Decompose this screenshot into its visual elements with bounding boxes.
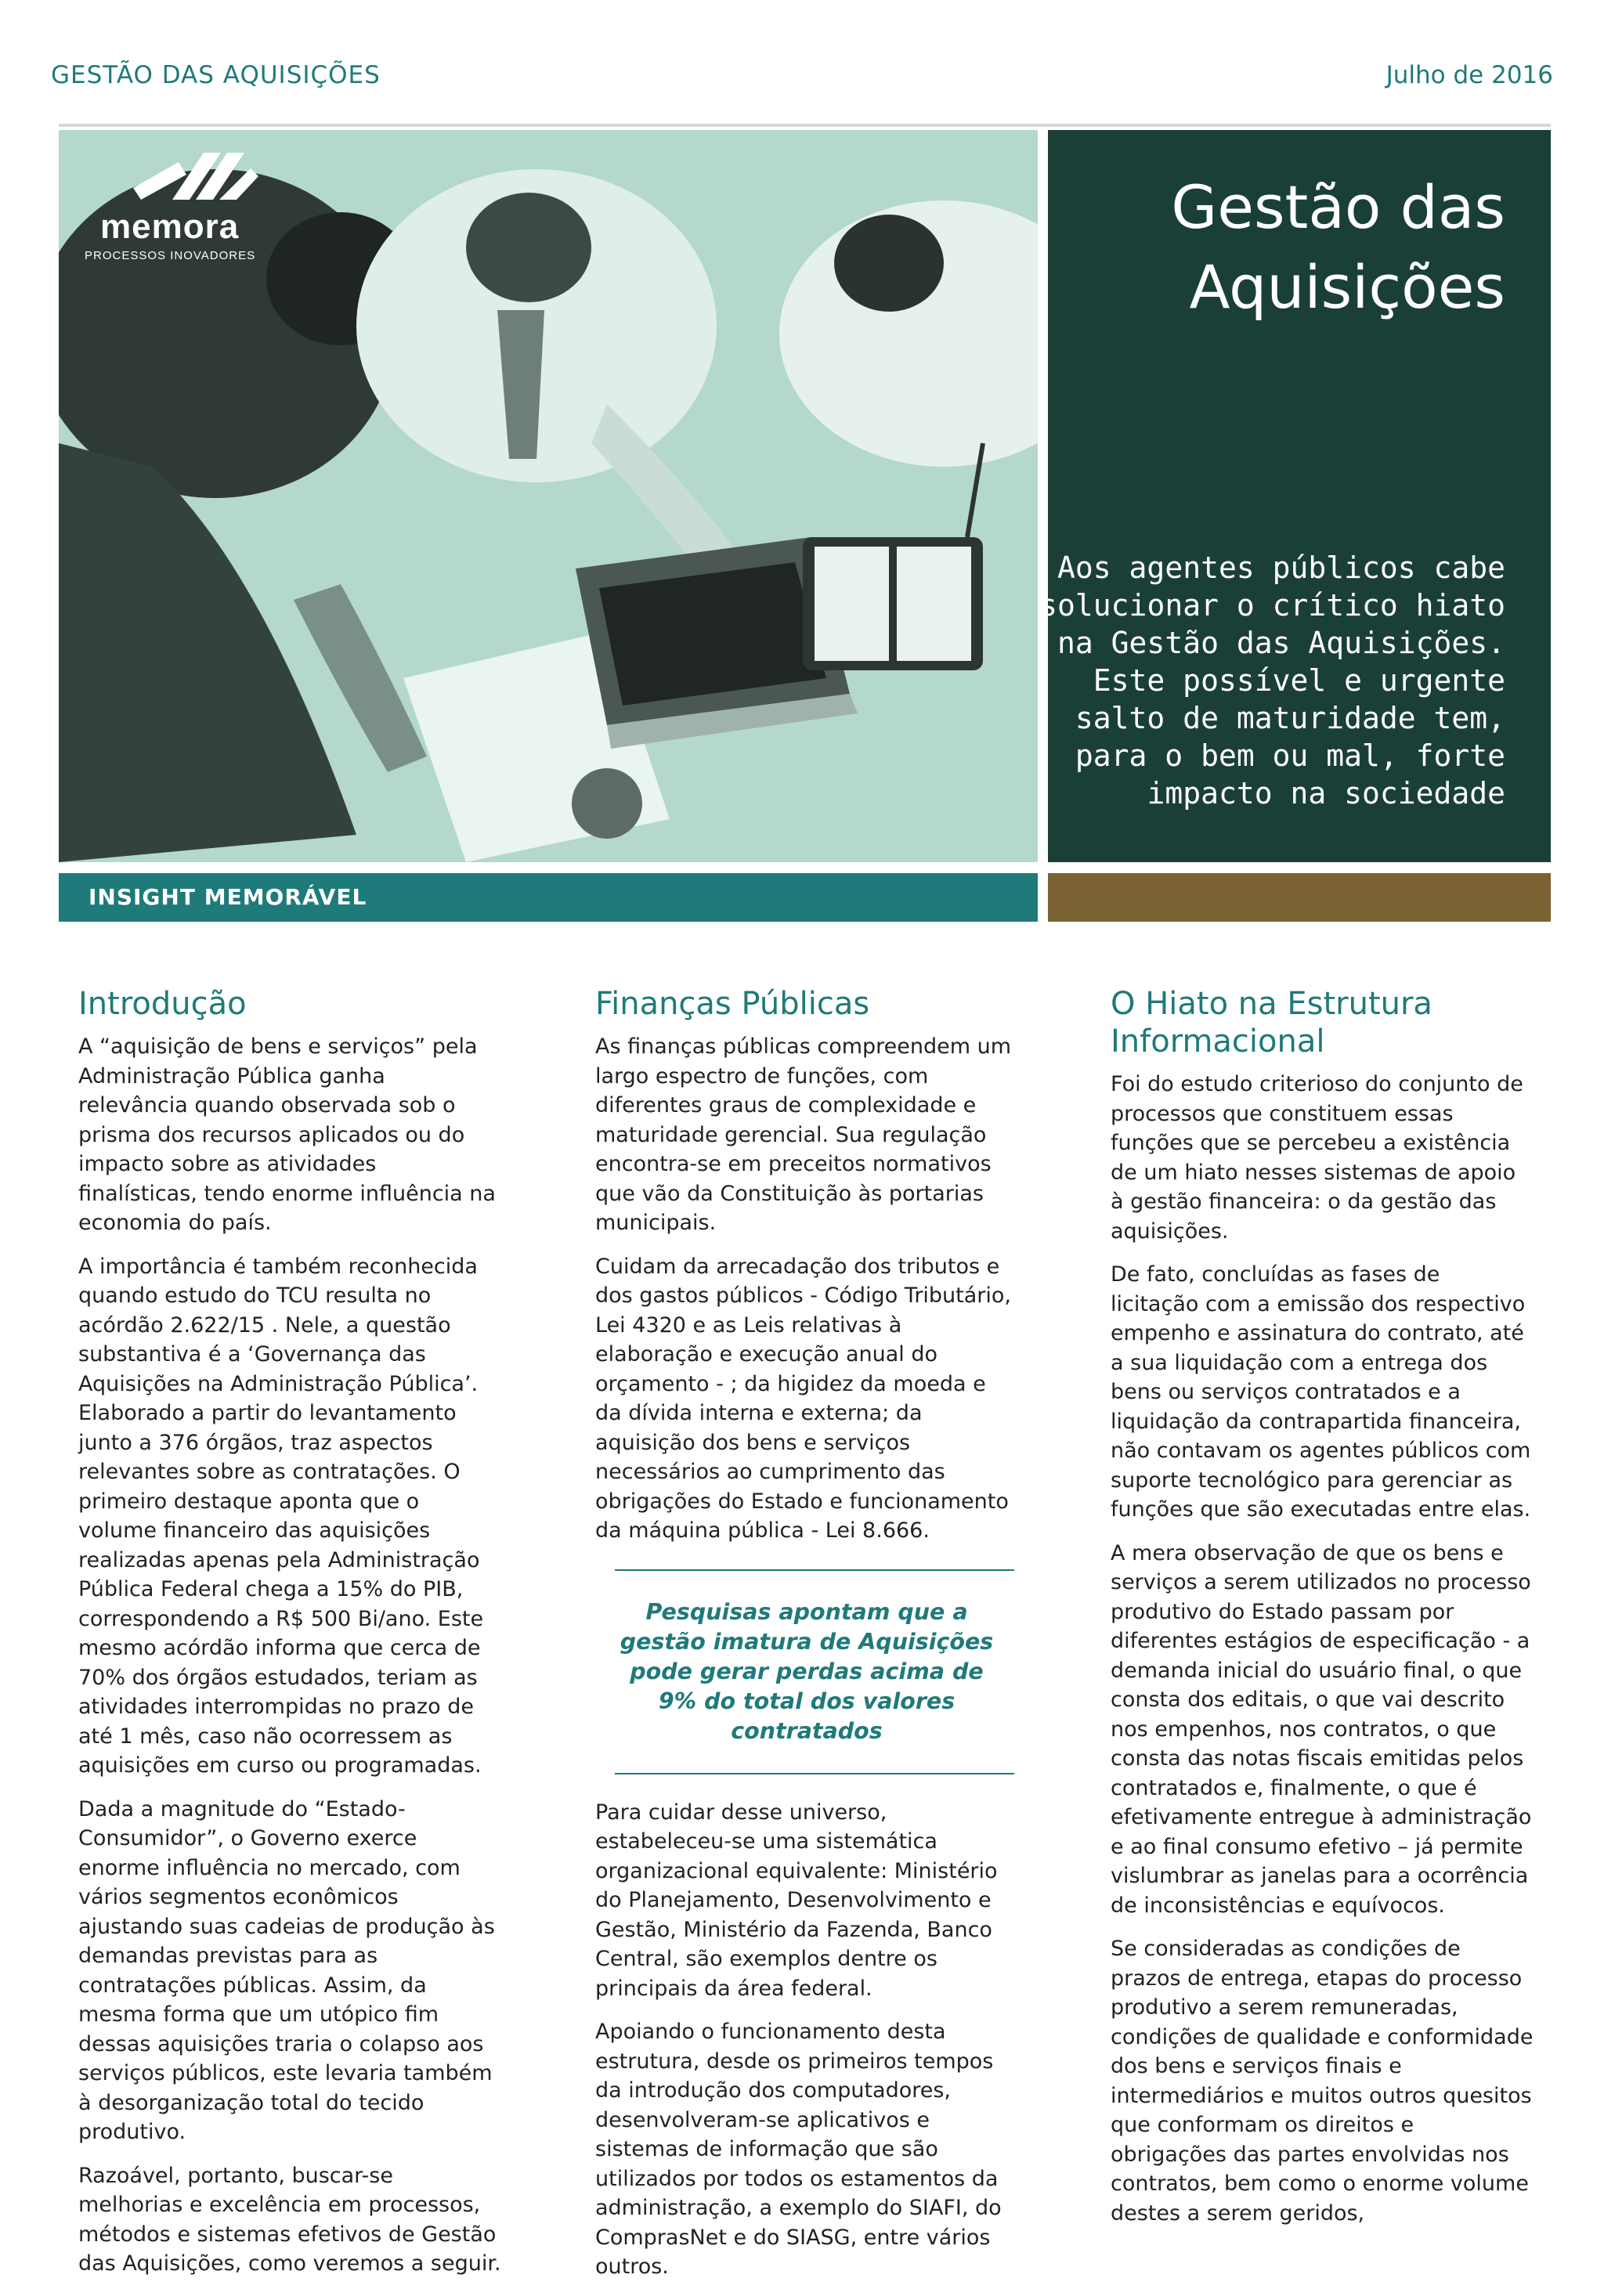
section-heading: O Hiato na Estrutura Informacional [1111, 986, 1432, 1060]
running-header-title: GESTÃO DAS AQUISIÇÕES [51, 61, 381, 89]
section-heading: Finanças Públicas [595, 986, 870, 1022]
panel-quote: Aos agentes públicos cabe solucionar o crítico hiato na Gestão das Aquisições. Este possível e urgente salto de maturidade tem, para o bem ou mal, forte impacto na sociedade [1039, 551, 1505, 810]
paragraph: A mera observação de que os bens e serviços a serem utilizados no processo produtivo do Estado passam por diferentes estágios de especificação - a demanda inicial do usuário final, o que consta dos editais, o que vai descrito nos empenhos, nos contratos, o que consta das notas fiscais emitidas pelos contratados e, finalmente, o que é efetivamente entregue à administração e ao final consumo efetivo – já permite vislumbrar as janelas para a ocorrência de inconsistências e equívocos. [1111, 1540, 1532, 1918]
running-header-date: Julho de 2016 [1385, 61, 1553, 89]
paragraph: Apoiando o funcionamento desta estrutura, desde os primeiros tempos da introdução dos computadores, desenvolveram-se aplicativos e sistemas de informação que são utilizados por todos os estamentos da administração, a exemplo do SIAFI, do ComprasNet e do SIASG, entre vários outros. [595, 2020, 1002, 2279]
insight-label: INSIGHT MEMORÁVEL [89, 884, 367, 910]
brand-name: memora [100, 208, 240, 246]
accent-bar [1048, 873, 1551, 922]
section-heading: Introdução [78, 986, 247, 1022]
header-divider [59, 124, 1551, 127]
paragraph: De fato, concluídas as fases de licitação com a emissão dos respectivo empenho e assinatura do contrato, até a sua liquidação com a entrega dos bens ou serviços contratados e a liquidação da contrapartida financeira, não contavam os agentes públicos com suporte tecnológico para gerenciar as funções que são executadas entre elas. [1111, 1262, 1531, 1522]
paragraph: Razoável, portanto, buscar-se melhorias e excelência em processos, métodos e sistemas efetivos de Gestão das Aquisições, como veremos a seguir. [78, 2163, 501, 2276]
memora-logo-icon [86, 145, 298, 208]
paragraph: A “aquisição de bens e serviços” pela Administração Pública ganha relevância quando observada sob o prisma dos recursos aplicados ou do impacto sobre as atividades finalísticas, tendo enorme influência na economia do país. [78, 1034, 496, 1235]
page-title: Gestão das Aquisições [1171, 172, 1505, 322]
title-panel [1039, 130, 1551, 862]
paragraph: Foi do estudo criterioso do conjunto de processos que constituem essas funções que se percebeu a existência de um hiato nesses sistemas de apoio à gestão financeira: o da gestão das aquisições. [1111, 1072, 1523, 1244]
column-financas-publicas [595, 985, 1018, 2296]
paragraph: As finanças públicas compreendem um largo espectro de funções, com diferentes graus de complexidade e maturidade gerencial. Sua regulação encontra-se em preceitos normativos que vão da Constituição às portarias municipais. [595, 1034, 1012, 1235]
column-introducao [78, 985, 501, 2293]
insight-bar [59, 873, 1038, 922]
paragraph: A importância é também reconhecida quando estudo do TCU resulta no acórdão 2.622/15 . Nele, a questão substantiva é a ‘Governança das Aquisições na Administração Pública’. Elaborado a partir do levantamento junto a 376 órgãos, traz aspectos relevantes sobre as contratações. O primeiro destaque aponta que o volume financeiro das aquisições realizadas apenas pela Administração Pública Federal chega a 15% do PIB, correspondendo a R$ 500 Bi/ano. Este mesmo acórdão informa que cerca de 70% dos órgãos estudados, teriam as atividades interrompidas no prazo de até 1 mês, caso não ocorressem as aquisições em curso ou programadas. [78, 1254, 484, 1778]
pull-quote-rule-bottom [615, 1773, 1014, 1774]
column-hiato [1111, 985, 1534, 2242]
brand-tagline: PROCESSOS INOVADORES [85, 249, 256, 262]
pull-quote [595, 1569, 1018, 1774]
paragraph: Para cuidar desse universo, estabeleceu-se uma sistemática organizacional equivalente: Ministério do Planejamento, Desenvolvimento e Gestão, Ministério da Fazenda, Banco Central, são exemplos dentre os principais da área federal. [595, 1800, 998, 2001]
paragraph: Cuidam da arrecadação dos tributos e dos gastos públicos - Código Tributário, Lei 4320 e as Leis relativas à elaboração e execução anual do orçamento - ; da higidez da moeda e da dívida interna e externa; da aquisição dos bens e serviços necessários ao cumprimento das obrigações do Estado e funcionamento da máquina pública - Lei 8.666. [595, 1254, 1012, 1543]
paragraph: Dada a magnitude do “Estado-Consumidor”, o Governo exerce enorme influência no mercado, com vários segmentos econômicos ajustando suas cadeias de produção às demandas previstas para as contratações públicas. Assim, da mesma forma que um utópico fim dessas aquisições traria o colapso aos serviços públicos, este levaria também à desorganização total do tecido produtivo. [78, 1796, 495, 2144]
paragraph: Se consideradas as condições de prazos de entrega, etapas do processo produtivo a serem remuneradas, condições de qualidade e conformidade dos bens e serviços finais e intermediários e muitos outros quesitos que conformam os direitos e obrigações das partes envolvidas nos contratos, bem como o enorme volume destes a serem geridos, [1111, 1937, 1534, 2226]
pull-quote-text: Pesquisas apontam que a gestão imatura de Aquisições pode gerar perdas acima de 9% do total dos valores contratados [620, 1598, 994, 1744]
